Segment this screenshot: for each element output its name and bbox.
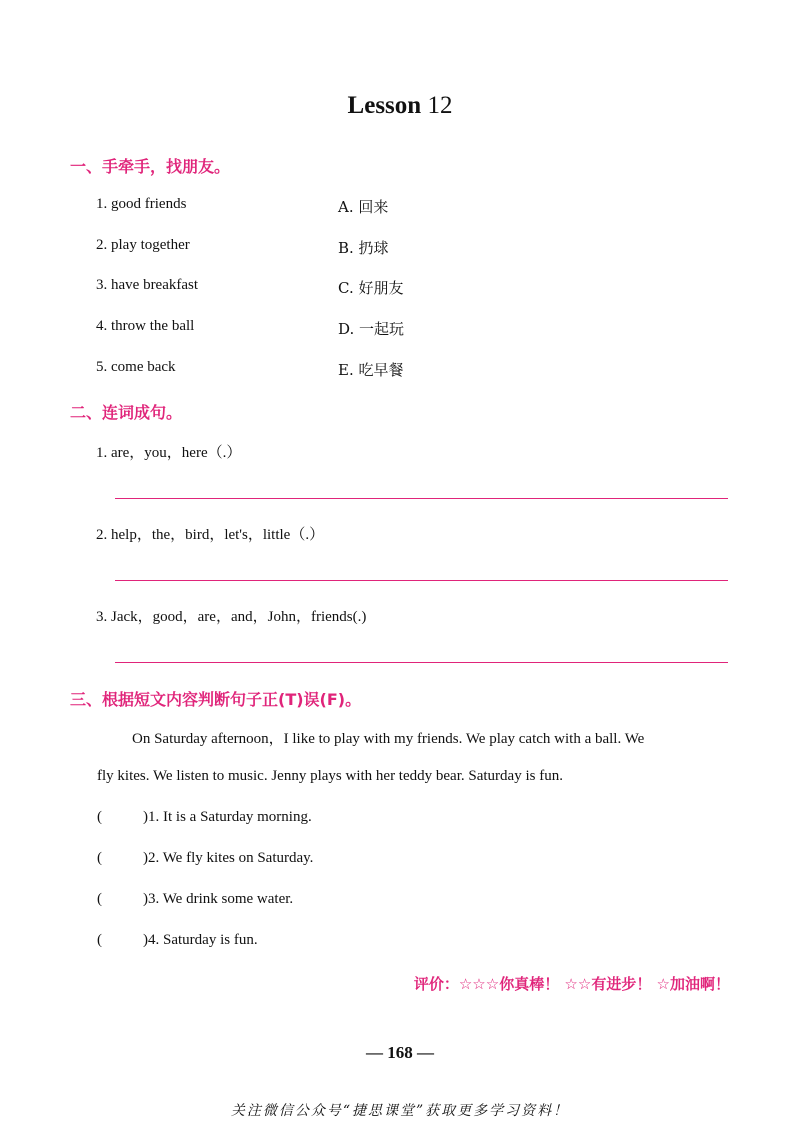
match-left-item: 5. come back	[96, 359, 176, 375]
scramble-item: 2. help，the，bird，let's，little（.）	[96, 527, 325, 543]
tf-statement	[97, 809, 312, 826]
match-right-item: D. 一起玩	[338, 320, 405, 338]
page-title	[0, 92, 800, 120]
tf-statement	[97, 891, 293, 908]
title-number: 12	[427, 92, 453, 119]
answer-blank[interactable]: (	[97, 850, 102, 866]
section3-heading: 三、根据短文内容判断句子正(T)误(F)。	[70, 690, 362, 709]
statement-text: )2. We fly kites on Saturday.	[143, 850, 314, 866]
passage-line-1	[97, 727, 732, 748]
answer-line[interactable]	[115, 580, 728, 581]
answer-line[interactable]	[115, 662, 728, 663]
answer-line[interactable]	[115, 498, 728, 499]
passage-line-2: fly kites. We listen to music. Jenny plays with her teddy bear. Saturday is fun.	[97, 768, 563, 784]
answer-blank[interactable]: (	[97, 809, 102, 825]
match-right-item: E. 吃早餐	[338, 361, 404, 379]
scramble-item: 1. are，you，here（.）	[96, 445, 242, 461]
statement-text: )1. It is a Saturday morning.	[143, 809, 312, 825]
match-right-item: A. 回来	[338, 198, 389, 216]
match-right-item: C. 好朋友	[338, 279, 404, 297]
evaluation-line: 评价：☆☆☆你真棒！ ☆☆有进步！ ☆加油啊！	[413, 975, 730, 993]
passage-text: On Saturday afternoon，I like to play with my friends. We play catch with a ball. We	[132, 731, 645, 747]
match-left-item: 2. play together	[96, 237, 190, 253]
statement-text: )3. We drink some water.	[143, 891, 294, 907]
match-left-item: 3. have breakfast	[96, 277, 199, 293]
match-left-item: 4. throw the ball	[96, 318, 195, 334]
tf-statement	[97, 932, 258, 949]
section2-heading: 二、连词成句。	[70, 403, 183, 422]
answer-blank[interactable]: (	[97, 932, 102, 948]
title-word: Lesson	[347, 92, 422, 119]
answer-blank[interactable]: (	[97, 891, 102, 907]
page-number: — 168 —	[366, 1043, 434, 1062]
match-right-item: B. 扔球	[338, 239, 389, 257]
footer-note: 关注微信公众号“捷思课堂”获取更多学习资料！	[230, 1103, 570, 1119]
section1-heading: 一、手牵手，找朋友。	[70, 157, 231, 176]
statement-text: )4. Saturday is fun.	[143, 932, 258, 948]
tf-statement	[97, 850, 313, 867]
scramble-item: 3. Jack，good，are，and，John，friends(.)	[96, 609, 367, 625]
match-left-item: 1. good friends	[96, 196, 187, 212]
